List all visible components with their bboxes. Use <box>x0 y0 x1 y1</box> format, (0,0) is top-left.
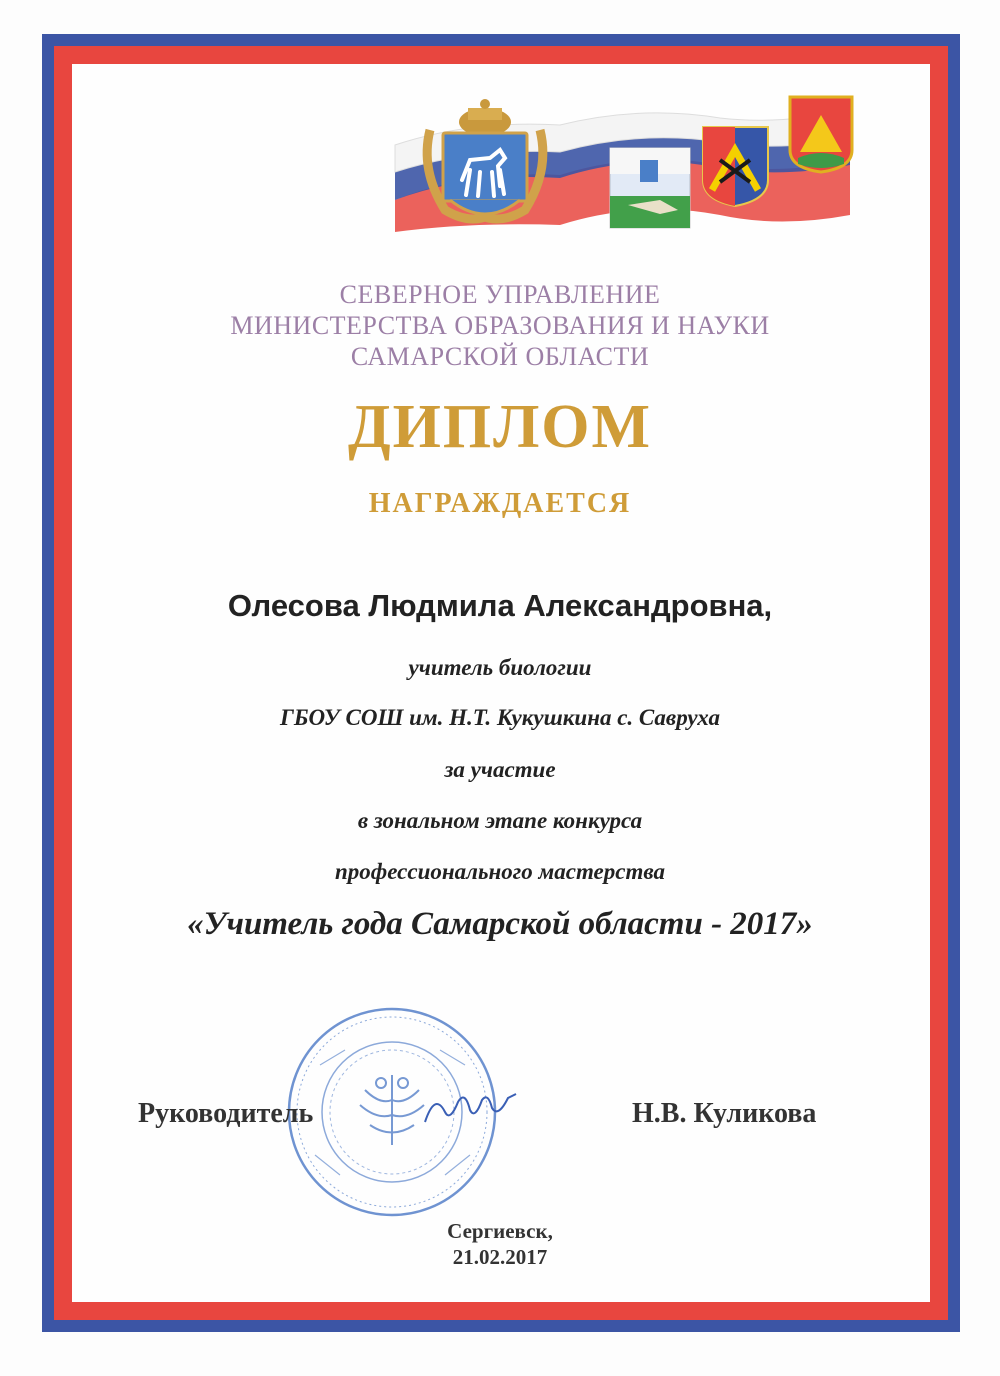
issue-date: 21.02.2017 <box>452 1245 548 1269</box>
org-name-line-2: МИНИСТЕРСТВА ОБРАЗОВАНИЯ И НАУКИ <box>230 311 770 340</box>
signatory-name: Н.В. Куликова <box>632 1098 817 1129</box>
reason-line-1: за участие <box>444 757 556 782</box>
org-name-line-3: САМАРСКОЙ ОБЛАСТИ <box>350 342 650 371</box>
recipient-position: учитель биологии <box>408 655 592 680</box>
diploma-title: ДИПЛОМ <box>347 393 653 461</box>
org-name-line-1: СЕВЕРНОЕ УПРАВЛЕНИЕ <box>339 280 661 309</box>
samara-flag-icon <box>610 148 690 228</box>
reason-line-3: профессионального мастерства <box>335 859 665 884</box>
district-emblem-icon <box>703 127 768 206</box>
samara-coat-of-arms-icon <box>427 99 543 219</box>
header-emblems <box>0 0 1000 260</box>
recipient-name: Олесова Людмила Александровна, <box>227 588 773 623</box>
reason-line-2: в зональном этапе конкурса <box>357 808 643 833</box>
awarded-heading: НАГРАЖДАЕТСЯ <box>368 488 632 519</box>
contest-name: «Учитель года Самарской области - 2017» <box>187 906 813 942</box>
recipient-school: ГБОУ СОШ им. Н.Т. Кукушкина с. Савруха <box>279 705 720 730</box>
signatory-role: Руководитель <box>138 1098 314 1129</box>
place-date-block <box>0 1218 1000 1270</box>
handwritten-signature-icon <box>420 1082 520 1132</box>
issue-place: Сергиевск, <box>447 1219 553 1243</box>
sun-emblem-icon <box>790 97 852 172</box>
